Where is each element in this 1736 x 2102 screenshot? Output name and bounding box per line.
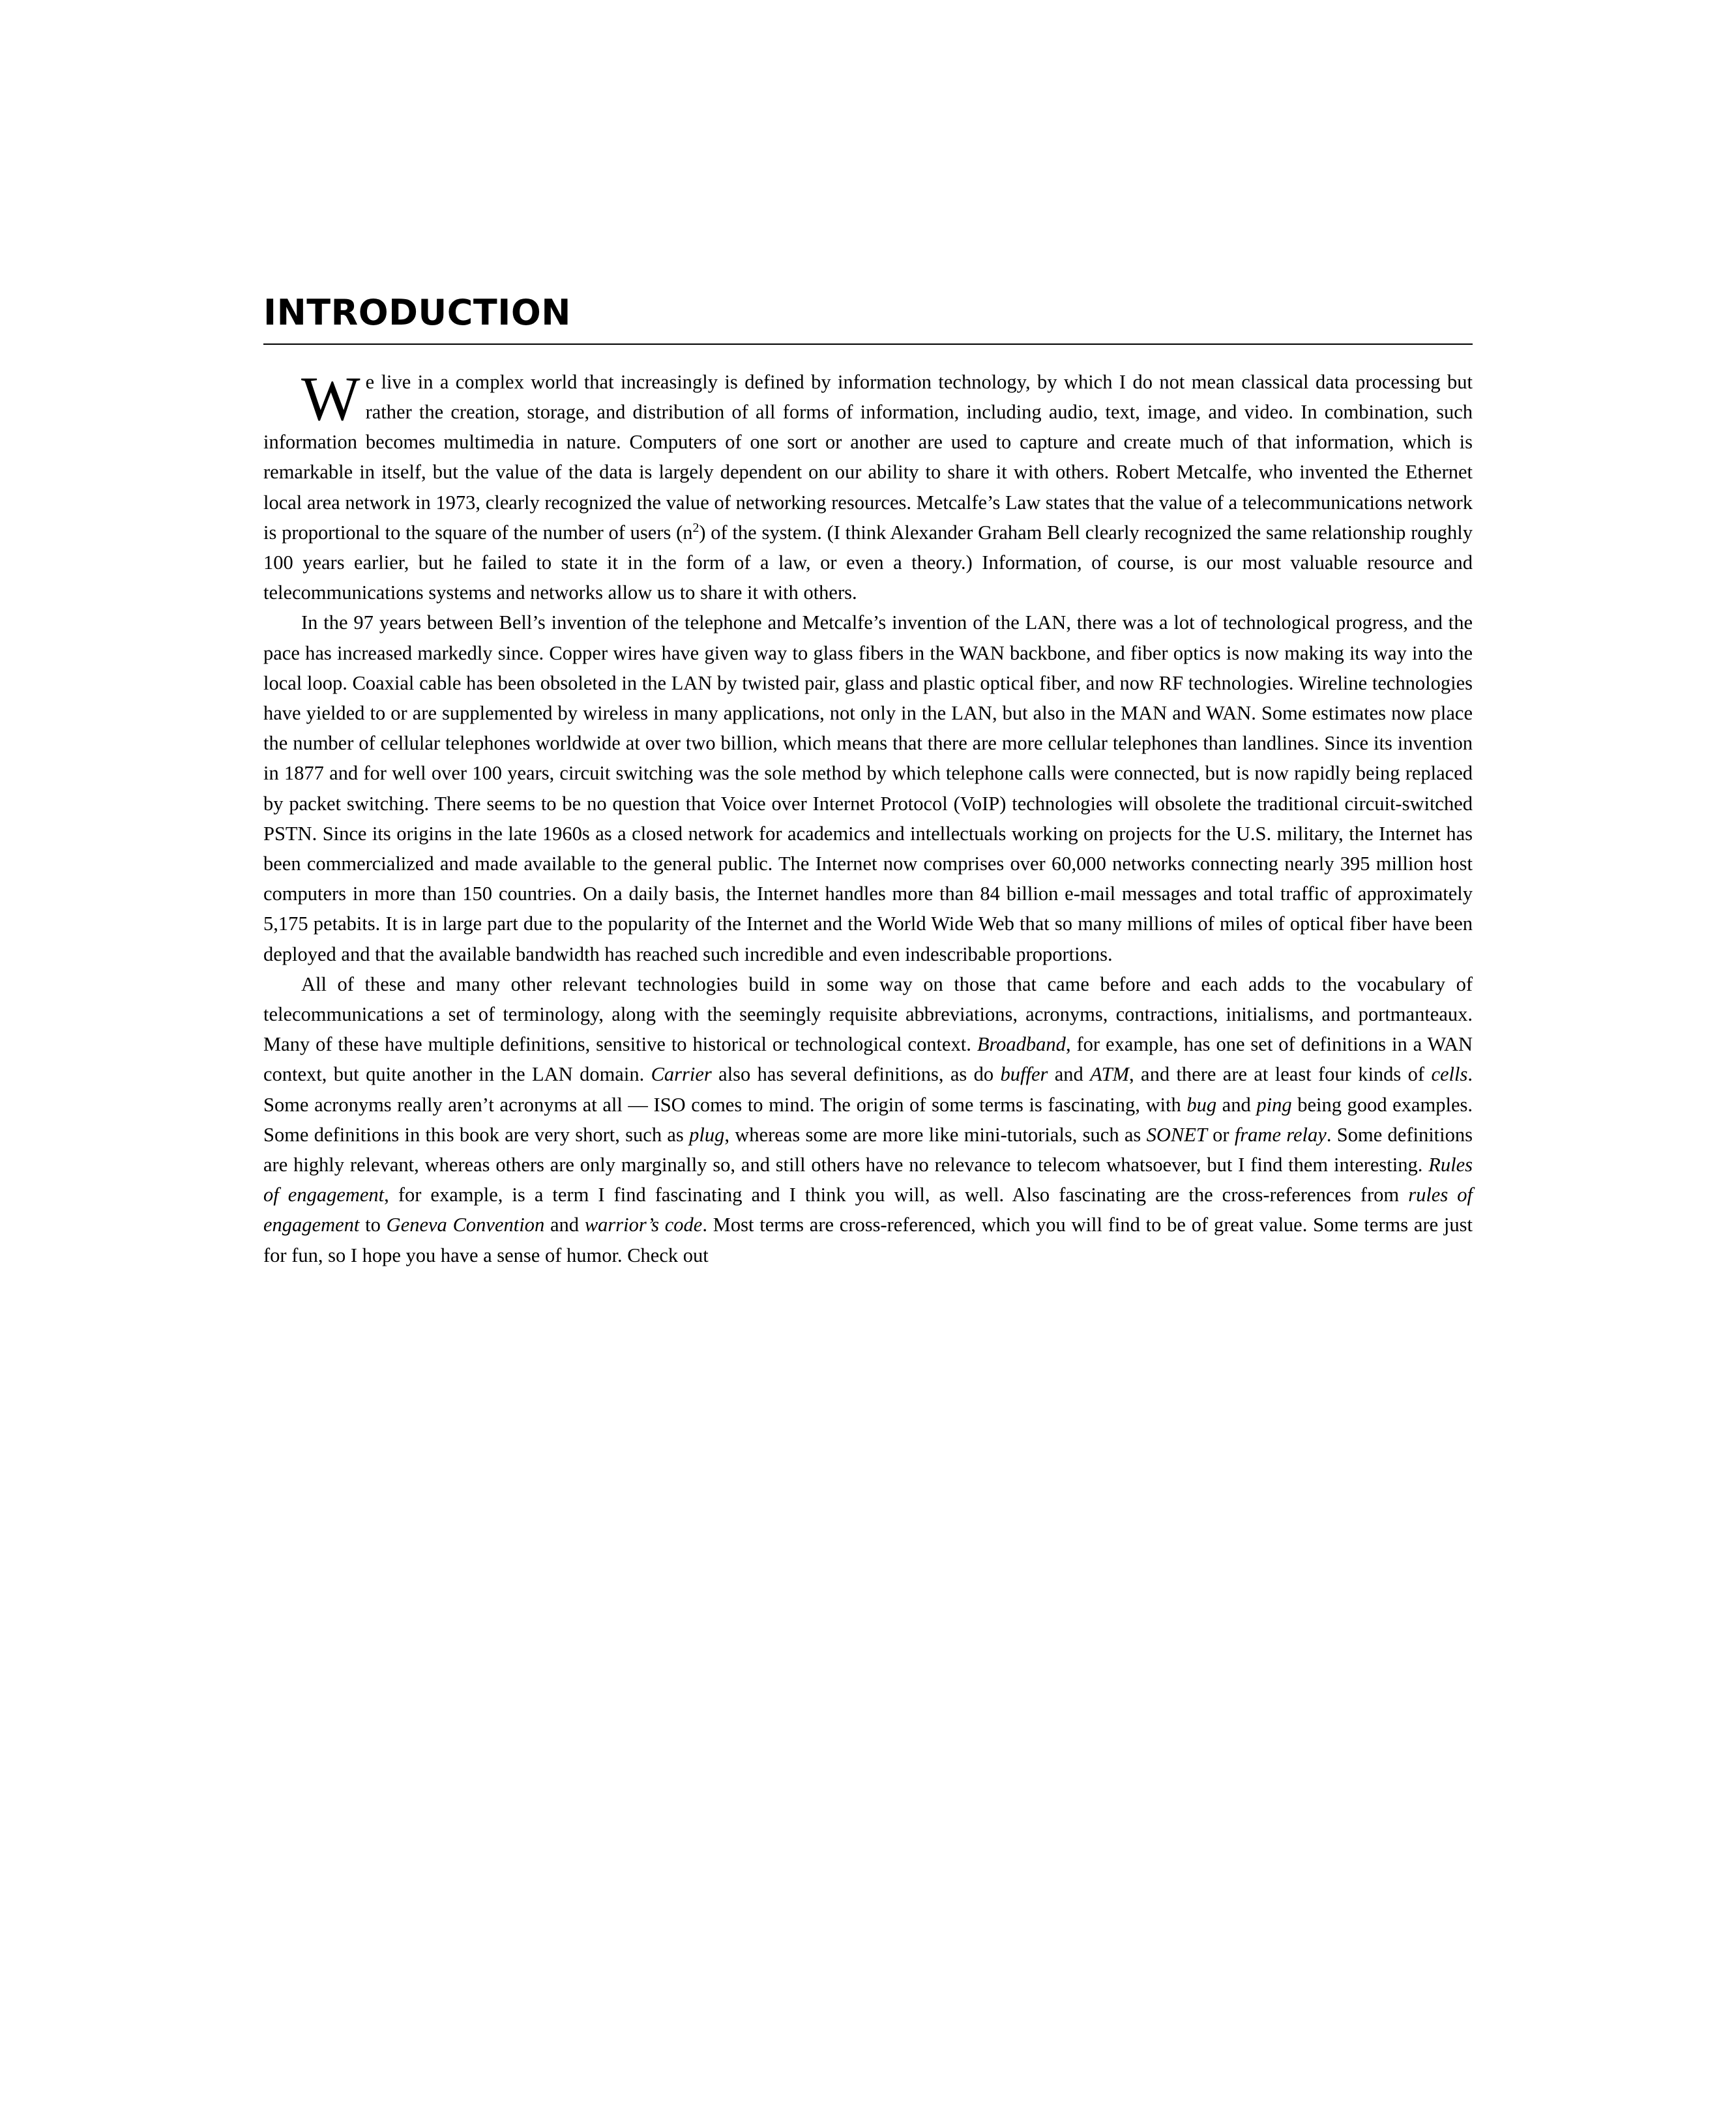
italic-term: Geneva Convention (386, 1214, 545, 1236)
italic-term: rules of engagement (263, 1184, 1473, 1236)
drop-cap-letter: W (301, 363, 360, 433)
italic-term: SONET (1146, 1123, 1207, 1146)
page-title: INTRODUCTION (263, 292, 571, 333)
paragraph-1-lead: e live in a complex world that increasingly is defined by information technology, by which I do not mean classical data processing but rather the creation, storage, and distribution of all forms of information, including audio, text, image, and video. In combination, such information becomes multimedia in nature. Computers of one sort or another are used to capture and create much of that information, which is remarkable in itself, but the value of the data is largely dependent on our ability to share it with others. Robert Metcalfe, who invented the Ethernet local area network in 1973, clearly recognized the value of networking resources. Metcalfe’s Law states that the value of a telecommunications network is proportional to the square of the number of users (n (263, 370, 1473, 544)
paragraph-3: All of these and many other relevant technologies build in some way on those that came before and each adds to the vocabulary of telecommunications a set of terminology, along with the seemingly requisite abbreviations, acronyms, contractions, initialisms, and portmanteaux. Many of these have multiple definitions, sensitive to historical or technological context. Broadband, for example, has one set of definitions in a WAN context, but quite another in the LAN domain. Carrier also has several definitions, as do buffer and ATM, and there are at least four kinds of cells. Some acronyms really aren’t acronyms at all — ISO comes to mind. The origin of some terms is fascinating, with bug and ping being good examples. Some definitions in this book are very short, such as plug, whereas some are more like mini-tutorials, such as SONET or frame relay. Some definitions are highly relevant, whereas others are only marginally so, and still others have no relevance to telecom whatsoever, but I find them interesting. Rules of engagement, for example, is a term I find fascinating and I think you will, as well. Also fascinating are the cross-references from rules of engagement to Geneva Convention and warrior’s code. Most terms are cross-referenced, which you will find to be of great value. Some terms are just for fun, so I hope you have a sense of humor. Check out (263, 972, 1473, 1266)
paragraph-1 (263, 363, 1473, 608)
italic-term: ATM (1090, 1063, 1130, 1086)
page-content (263, 292, 1473, 1270)
italic-term: Carrier (651, 1063, 712, 1086)
italic-term: ping (1256, 1093, 1292, 1116)
italic-term: Rules of engagement (263, 1153, 1473, 1206)
paragraph-1-tail: ) of the system. (I think Alexander Graham Bell clearly recognized the same relationship roughly 100 years earlier, but he failed to state it in the form of a law, or even a theory.) Information, of course, is our most valuable resource and telecommunications systems and networks allow us to share it with others. (263, 521, 1473, 604)
italic-term: bug (1186, 1093, 1217, 1116)
italic-term: cells (1431, 1063, 1468, 1086)
italic-term: buffer (1000, 1063, 1048, 1086)
title-divider (263, 343, 1473, 345)
paragraph-2: In the 97 years between Bell’s invention of the telephone and Metcalfe’s invention of the LAN, there was a lot of technological progress, and the pace has increased markedly since. Copper wires have given way to glass fibers in the WAN backbone, and fiber optics is now making its way into the local loop. Coaxial cable has been obsoleted in the LAN by twisted pair, glass and plastic optical fiber, and now RF technologies. Wireline technologies have yielded to or are supplemented by wireless in many applications, not only in the LAN, but also in the MAN and WAN. Some estimates now place the number of cellular telephones worldwide at over two billion, which means that there are more cellular telephones than landlines. Since its invention in 1877 and for well over 100 years, circuit switching was the sole method by which telephone calls were connected, but is now rapidly being replaced by packet switching. There seems to be no question that Voice over Internet Protocol (VoIP) technologies will obsolete the traditional circuit-switched PSTN. Since its origins in the late 1960s as a closed network for academics and intellectuals working on projects for the U.S. military, the Internet has been commercialized and made available to the general public. The Internet now comprises over 60,000 networks connecting nearly 395 million host computers in more than 150 countries. On a daily basis, the Internet handles more than 84 billion e-mail messages and total traffic of approximately 5,175 petabits. It is in large part due to the popularity of the Internet and the World Wide Web that so many millions of miles of optical fiber have been deployed and that the available bandwidth has reached such incredible and even indescribable proportions. (263, 611, 1473, 965)
italic-term: warrior’s code (584, 1214, 703, 1236)
paragraph-1-superscript: 2 (692, 520, 699, 535)
italic-term: plug (689, 1123, 725, 1146)
italic-term: frame relay (1234, 1123, 1327, 1146)
italic-term: Broadband (977, 1033, 1066, 1056)
